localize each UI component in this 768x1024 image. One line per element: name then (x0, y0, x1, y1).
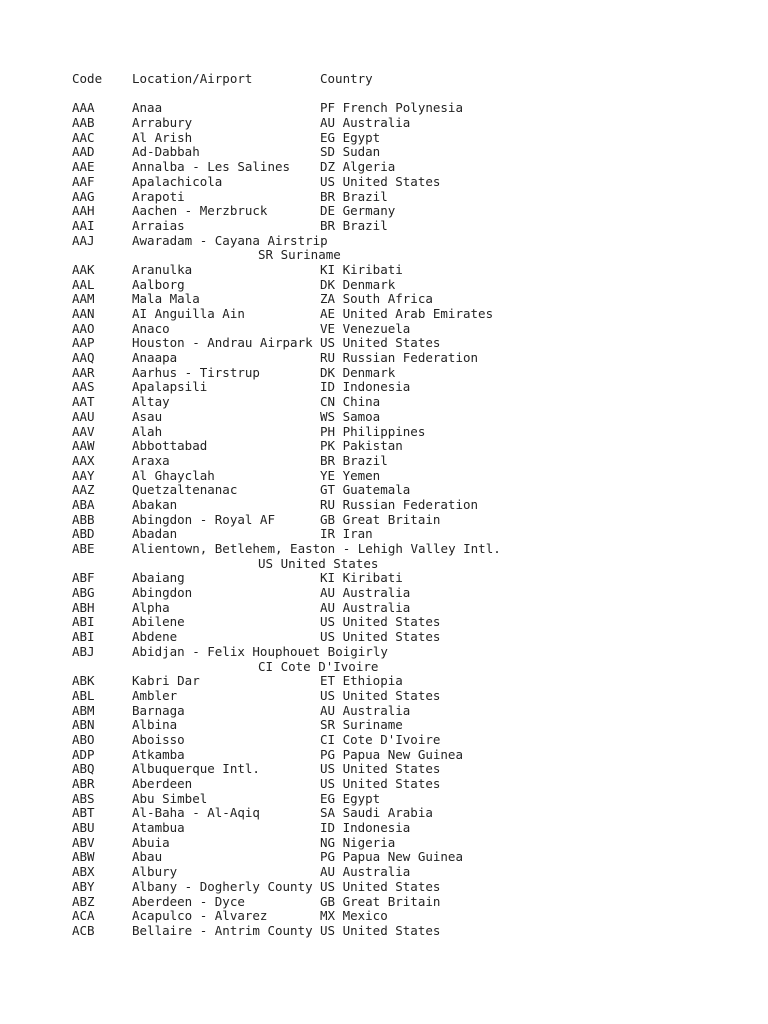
table-row (72, 630, 501, 645)
row-code: AAW (72, 438, 95, 454)
row-country: ID Indonesia (320, 379, 411, 395)
table-row (72, 322, 501, 337)
table-row (72, 586, 501, 601)
table-row (72, 190, 501, 205)
row-location: Alpha (132, 599, 170, 615)
table-row-continuation (72, 660, 501, 675)
row-country: US United States (320, 922, 441, 938)
row-code: ABE (72, 541, 95, 556)
table-row (72, 336, 501, 351)
row-country: DK Denmark (320, 276, 396, 292)
row-country: KI Kiribati (320, 261, 403, 277)
row-country: WS Samoa (320, 408, 381, 424)
header-location: Location/Airport (132, 71, 253, 86)
row-country: EG Egypt (320, 790, 381, 806)
row-location: Awaradam - Cayana Airstrip (132, 232, 328, 248)
row-country: GT Guatemala (320, 482, 411, 498)
row-code: ABF (72, 570, 95, 586)
row-code: AAB (72, 115, 95, 131)
table-row (72, 116, 501, 131)
row-location: Al-Baha - Al-Aqiq (132, 805, 260, 821)
row-location: Atambua (132, 820, 185, 836)
row-code: ABX (72, 864, 95, 880)
table-row-continuation (72, 248, 501, 263)
row-code: AAZ (72, 482, 95, 498)
row-code: ABW (72, 849, 95, 865)
row-country: SA Saudi Arabia (320, 805, 433, 821)
table-row (72, 234, 501, 249)
row-country: US United States (320, 776, 441, 791)
row-code: AAT (72, 394, 95, 410)
row-location: Quetzaltenanac (132, 482, 238, 498)
row-code: AAJ (72, 232, 95, 248)
row-location: Ambler (132, 687, 178, 703)
row-code: AAD (72, 144, 95, 160)
row-location: Atkamba (132, 746, 185, 762)
row-code: ABY (72, 878, 95, 894)
row-country: BR Brazil (320, 217, 388, 233)
airport-list (72, 101, 501, 938)
row-country: YE Yemen (320, 467, 381, 483)
row-country: US United States (258, 555, 379, 571)
row-location: Apalapsili (132, 379, 208, 395)
table-row (72, 762, 501, 777)
row-code: ABM (72, 702, 95, 718)
row-location: Anaapa (132, 350, 178, 366)
row-country: ZA South Africa (320, 291, 433, 307)
row-country: US United States (320, 878, 441, 894)
row-country: CN China (320, 394, 381, 410)
table-row (72, 601, 501, 616)
row-country: CI Cote D'Ivoire (258, 658, 379, 674)
table-row (72, 689, 501, 704)
row-location: Aberdeen - Dyce (132, 893, 245, 909)
row-country: RU Russian Federation (320, 350, 479, 366)
row-code: AAH (72, 203, 95, 219)
row-code: AAU (72, 408, 95, 424)
row-country: AU Australia (320, 115, 411, 131)
table-row (72, 292, 501, 307)
row-country: PF French Polynesia (320, 100, 463, 116)
row-location: Arapoti (132, 188, 185, 204)
row-country: IR Iran (320, 526, 373, 542)
row-country: AU Australia (320, 585, 411, 601)
row-code: ABU (72, 820, 95, 836)
row-country: US United States (320, 614, 441, 630)
row-location: Altay (132, 394, 170, 410)
row-location: Al Arish (132, 129, 193, 145)
table-row (72, 792, 501, 807)
row-code: AAF (72, 173, 95, 189)
row-code: AAV (72, 423, 95, 439)
row-location: Abadan (132, 526, 178, 542)
row-code: ABO (72, 731, 95, 747)
row-country: KI Kiribati (320, 570, 403, 586)
row-country: PH Philippines (320, 423, 426, 439)
table-row (72, 263, 501, 278)
table-row (72, 542, 501, 557)
table-row (72, 469, 501, 484)
row-code: ABN (72, 717, 95, 733)
row-country: US United States (320, 687, 441, 703)
table-row (72, 821, 501, 836)
table-row (72, 351, 501, 366)
table-row (72, 748, 501, 763)
table-row (72, 131, 501, 146)
row-code: ABR (72, 776, 95, 791)
row-country: GB Great Britain (320, 893, 441, 909)
row-code: AAR (72, 364, 95, 380)
table-row (72, 380, 501, 395)
row-location: Abdene (132, 629, 178, 645)
row-country: AE United Arab Emirates (320, 306, 494, 321)
row-location: Aberdeen (132, 776, 193, 791)
row-country: BR Brazil (320, 452, 388, 468)
row-code: ABT (72, 805, 95, 821)
row-location: Albuquerque Intl. (132, 761, 260, 777)
row-country: PG Papua New Guinea (320, 746, 463, 762)
table-row (72, 454, 501, 469)
row-code: ABD (72, 526, 95, 542)
row-country: BR Brazil (320, 188, 388, 204)
table-row (72, 101, 501, 116)
row-code: AAX (72, 452, 95, 468)
table-row (72, 895, 501, 910)
row-location: Abingdon - Royal AF (132, 511, 275, 527)
row-location: Aarhus - Tirstrup (132, 364, 260, 380)
table-row (72, 498, 501, 513)
header-country: Country (320, 71, 373, 86)
row-code: ABB (72, 511, 95, 527)
row-country: DE Germany (320, 203, 396, 219)
row-country: AU Australia (320, 599, 411, 615)
row-location: Abuia (132, 834, 170, 850)
row-code: AAL (72, 276, 95, 292)
row-location: Aboisso (132, 731, 185, 747)
row-code: ABL (72, 687, 95, 703)
row-code: ABG (72, 585, 95, 601)
header-code: Code (72, 71, 103, 86)
row-location: Albany - Dogherly County (132, 878, 313, 894)
row-location: Anaa (132, 100, 163, 116)
row-code: AAG (72, 188, 95, 204)
table-row (72, 718, 501, 733)
table-row (72, 439, 501, 454)
row-location: Albury (132, 864, 178, 880)
table-row (72, 880, 501, 895)
row-country: MX Mexico (320, 908, 388, 924)
row-country: CI Cote D'Ivoire (320, 731, 441, 747)
row-code: ACB (72, 922, 95, 938)
row-code: ABA (72, 496, 95, 512)
row-location: Aachen - Merzbruck (132, 203, 268, 219)
row-location: Asau (132, 408, 163, 424)
row-country: US United States (320, 629, 441, 645)
row-location: Acapulco - Alvarez (132, 908, 268, 924)
row-country: VE Venezuela (320, 320, 411, 336)
row-code: AAP (72, 335, 95, 351)
table-row (72, 704, 501, 719)
row-code: AAA (72, 100, 95, 116)
table-row (72, 571, 501, 586)
table-row (72, 425, 501, 440)
table-row (72, 865, 501, 880)
row-code: AAK (72, 261, 95, 277)
table-row (72, 909, 501, 924)
table-row (72, 483, 501, 498)
row-country: EG Egypt (320, 129, 381, 145)
row-country: ET Ethiopia (320, 673, 403, 689)
table-row (72, 850, 501, 865)
table-row (72, 145, 501, 160)
row-location: Abingdon (132, 585, 193, 601)
row-location: Arraias (132, 217, 185, 233)
table-row (72, 924, 501, 939)
row-country: NG Nigeria (320, 834, 396, 850)
table-row (72, 366, 501, 381)
row-location: Abakan (132, 496, 178, 512)
row-country: DK Denmark (320, 364, 396, 380)
column-header-row (72, 72, 501, 87)
table-row (72, 674, 501, 689)
row-location: Abau (132, 849, 163, 865)
table-row (72, 645, 501, 660)
row-code: ABH (72, 599, 95, 615)
row-code: ADP (72, 746, 95, 762)
row-location: Araxa (132, 452, 170, 468)
row-country: AU Australia (320, 702, 411, 718)
row-country: DZ Algeria (320, 159, 396, 175)
row-code: ABJ (72, 643, 95, 659)
row-country: US United States (320, 335, 441, 351)
table-row (72, 410, 501, 425)
row-code: AAI (72, 217, 95, 233)
table-row (72, 733, 501, 748)
row-location: AI Anguilla Ain (132, 306, 245, 321)
row-code: AAN (72, 306, 95, 321)
row-country: PG Papua New Guinea (320, 849, 463, 865)
row-country: US United States (320, 173, 441, 189)
row-location: Ad-Dabbah (132, 144, 200, 160)
row-code: ABZ (72, 893, 95, 909)
row-code: AAO (72, 320, 95, 336)
row-country: ID Indonesia (320, 820, 411, 836)
row-code: AAS (72, 379, 95, 395)
row-country: PK Pakistan (320, 438, 403, 454)
row-code: ABV (72, 834, 95, 850)
table-row (72, 307, 501, 322)
row-country: US United States (320, 761, 441, 777)
table-row (72, 777, 501, 792)
table-row-continuation (72, 557, 501, 572)
row-location: Abu Simbel (132, 790, 208, 806)
row-location: Barnaga (132, 702, 185, 718)
table-row (72, 395, 501, 410)
table-row (72, 836, 501, 851)
table-row (72, 175, 501, 190)
row-code: ABI (72, 614, 95, 630)
row-code: AAY (72, 467, 95, 483)
row-location: Alientown, Betlehem, Easton - Lehigh Valley Intl. (132, 541, 501, 556)
row-location: Alah (132, 423, 163, 439)
row-location: Abaiang (132, 570, 185, 586)
table-row (72, 806, 501, 821)
table-row (72, 615, 501, 630)
airport-code-document (72, 72, 501, 939)
row-location: Kabri Dar (132, 673, 200, 689)
row-code: ABS (72, 790, 95, 806)
row-location: Aalborg (132, 276, 185, 292)
row-code: AAE (72, 159, 95, 175)
row-location: Mala Mala (132, 291, 200, 307)
row-location: Bellaire - Antrim County (132, 922, 313, 938)
table-row (72, 513, 501, 528)
row-location: Anaco (132, 320, 170, 336)
row-location: Annalba - Les Salines (132, 159, 291, 175)
row-location: Abidjan - Felix Houphouet Boigirly (132, 643, 388, 659)
table-row (72, 219, 501, 234)
row-location: Houston - Andrau Airpark (132, 335, 313, 351)
row-code: AAQ (72, 350, 95, 366)
row-location: Arrabury (132, 115, 193, 131)
table-row (72, 204, 501, 219)
table-row (72, 160, 501, 175)
row-location: Al Ghayclah (132, 467, 215, 483)
row-code: ABI (72, 629, 95, 645)
row-country: SR Suriname (320, 717, 403, 733)
row-country: RU Russian Federation (320, 496, 479, 512)
row-code: ABQ (72, 761, 95, 777)
row-country: SR Suriname (258, 247, 341, 263)
row-location: Albina (132, 717, 178, 733)
row-country: AU Australia (320, 864, 411, 880)
table-row (72, 278, 501, 293)
row-code: AAC (72, 129, 95, 145)
row-location: Apalachicola (132, 173, 223, 189)
table-row (72, 527, 501, 542)
row-location: Abbottabad (132, 438, 208, 454)
row-location: Abilene (132, 614, 185, 630)
row-code: ABK (72, 673, 95, 689)
row-location: Aranulka (132, 261, 193, 277)
row-country: SD Sudan (320, 144, 381, 160)
row-code: ACA (72, 908, 95, 924)
row-country: GB Great Britain (320, 511, 441, 527)
row-code: AAM (72, 291, 95, 307)
